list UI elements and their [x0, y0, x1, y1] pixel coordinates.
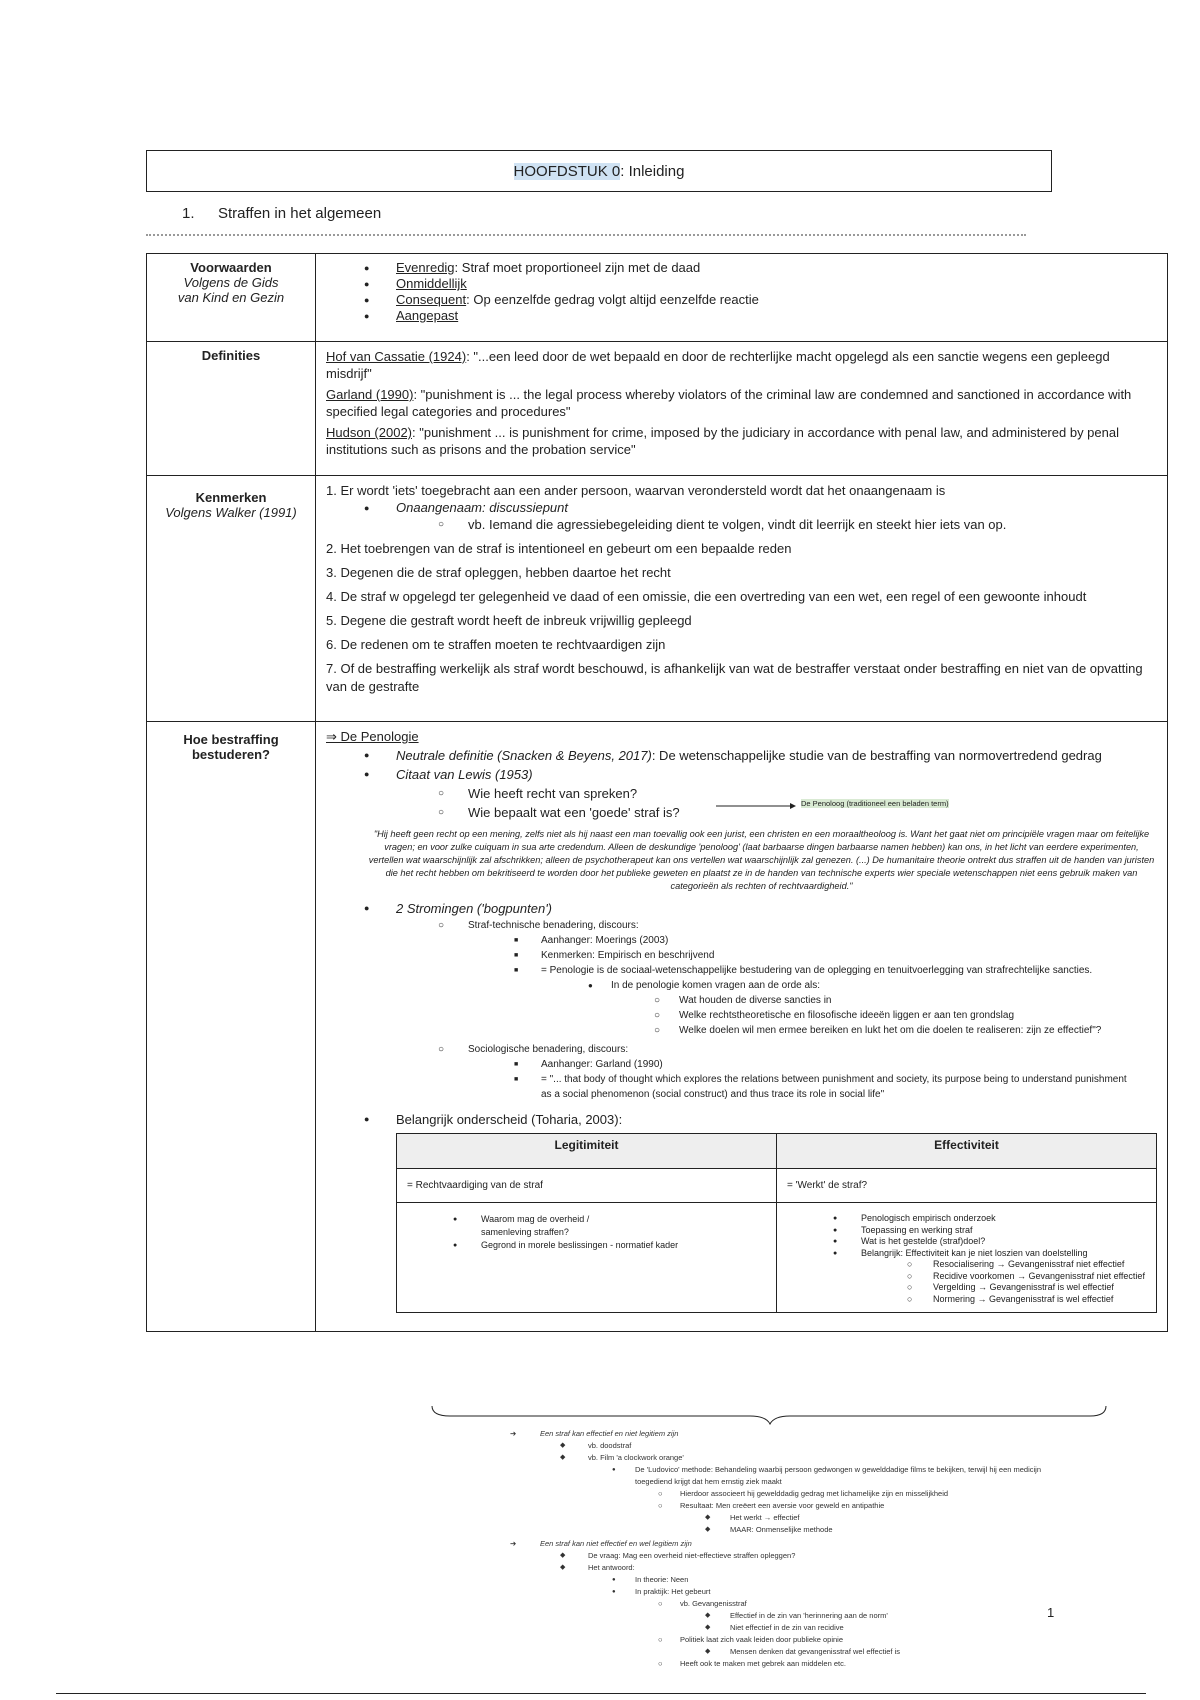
label-voorwaarden: Voorwaarden Volgens de Gids van Kind en Gezin [147, 254, 316, 342]
page-number: 1 [1047, 1605, 1055, 1620]
legitimiteit-items: ● Waarom mag de overheid / samenleving straffen? ● Gegrond in morele beslissingen - normatief kader [397, 1203, 777, 1313]
label-definities: Definities [147, 342, 316, 476]
definition: Garland (1990): "punishment is ... the legal process whereby violators of the criminal law are condemned and sanctioned in accordance with specified legal categories and procedures" [326, 387, 1132, 419]
stroming-2: ○ Sociologische benadering, discours: [438, 1044, 629, 1055]
lewis-question: ○ Wie heeft recht van spreken? [326, 784, 1157, 803]
kenmerk-1-example: ○ vb. Iemand die agressiebegeleiding dient te volgen, vindt dit leerrijk en steekt hier iets van op. [326, 516, 1157, 534]
list-item: ● Evenredig: Straf moet proportioneel zijn met de daad [326, 260, 1157, 276]
onderscheid-heading: ● Belangrijk onderscheid (Toharia, 2003): [326, 1110, 1157, 1129]
brace-icon [430, 1404, 1110, 1426]
list-item: ● Onmiddellijk [326, 276, 1157, 292]
label-kenmerken: Kenmerken Volgens Walker (1991) [147, 476, 316, 722]
stroming-1-item: ● In de penologie komen vragen aan de orde als: [588, 980, 821, 991]
stroming-1-question: ○ Welke doelen wil men ermee bereiken en lukt het om die doelen te realiseren: zijn ze effectief"? [654, 1025, 1102, 1036]
definition: Hudson (2002): "punishment ... is punishment for crime, imposed by the judiciary in accordance with penal law, and administered by penal institutions such as prisons and the probation service" [326, 425, 1119, 457]
header-effectiviteit: Effectiviteit [777, 1134, 1157, 1169]
neutral-definition: ● Neutrale definitie (Snacken & Beyens, 2017): De wetenschappelijke studie van de bestraffing van normovertredend gedrag [326, 746, 1157, 765]
kenmerk-2: 2. Het toebrengen van de straf is intentioneel en gebeurt om een bepaalde reden [326, 541, 792, 556]
list-item: ● Aangepast [326, 308, 1157, 324]
stroming-1-item: ■ Aanhanger: Moerings (2003) [514, 935, 669, 946]
kenmerk-7: 7. Of de bestraffing werkelijk als straf wordt beschouwd, is afhankelijk van wat de bestraffer verstaat onder bestraffing en niet van de opvatting van de gestrafte [326, 661, 1143, 694]
onderscheid-table-wrap [396, 1133, 1157, 1313]
kenmerk-4: 4. De straf w opgelegd ter gelegenheid ve daad of een omissie, die een overtreding van een wet, een regel of een gewoonte inhoudt [326, 589, 1087, 604]
penologie-heading: ⇒ De Penologie [326, 729, 419, 744]
onderscheid-table [396, 1133, 1157, 1313]
content-voorwaarden [316, 254, 1168, 342]
row-kenmerken [147, 476, 1168, 722]
stromingen-heading: ● 2 Stromingen ('bogpunten') [326, 899, 1157, 918]
label-bestuderen: Hoe bestraffing bestuderen? [147, 722, 316, 1332]
stroming-1-question: ○ Wat houden de diverse sancties in [654, 995, 832, 1006]
arrow-icon [716, 801, 796, 811]
list-item: ● Consequent: Op eenzelfde gedrag volgt altijd eenzelfde reactie [326, 292, 1157, 308]
stroming-1: ○ Straf-technische benadering, discours: [438, 920, 639, 931]
definition: Hof van Cassatie (1924): "...een leed door de wet bepaald en door de rechterlijke macht opgelegd als een sanctie wegens een gepleegd misdrijf" [326, 349, 1110, 381]
kenmerk-1: 1. Er wordt 'iets' toegebracht aan een ander persoon, waarvan verondersteld wordt dat het onaangenaam is [326, 483, 946, 498]
chapter-label: HOOFDSTUK 0 [513, 162, 621, 180]
kenmerk-6: 6. De redenen om te straffen moeten te rechtvaardigen zijn [326, 637, 666, 652]
effectiviteit-items: ● Penologisch empirisch onderzoek ● Toepassing en werking straf ● Wat is het gestelde (straf)doel? ● Belangrijk: Effectiviteit kan je niet loszien van doelstelling ○ Resocialisering → Gevangenisstraf niet effectief ○ Recidive voorkomen → Gevangenisstraf niet effectief ○ Vergelding → Gevangenisstraf is wel effectief ○ Normering → Gevangenisstraf is wel effectief [777, 1203, 1157, 1313]
kenmerk-3: 3. Degenen die de straf opleggen, hebben daartoe het recht [326, 565, 671, 580]
stroming-1-item: ■ = Penologie is de sociaal-wetenschappelijke bestudering van de oplegging en tenuitvoerlegging van strafrechtelijke sancties. [514, 965, 1093, 976]
section-heading [182, 205, 381, 222]
row-voorwaarden [147, 254, 1168, 342]
chapter-name: : Inleiding [620, 162, 685, 180]
stroming-2-item: ■ Aanhanger: Garland (1990) [514, 1059, 663, 1070]
section-title: Straffen in het algemeen [218, 205, 382, 222]
notes-below-table: ➔ Een straf kan effectief en niet legitiem zijn ◆ vb. doodstraf ◆ vb. Film 'a clockwork orange' ● De 'Ludovico' methode: Behandeling waarbij persoon gedwongen w gewelddadige films te bekijken, terwijl hij een medicijn toegediend krijgt dat hem ernstig ziek maakt ○ Hierdoor associeert hij gewelddadig gedrag met lichamelijke zijn en misselijkheid ○ Resultaat: Men creëert een aversie voor geweld en antipathie ◆ Het werkt → effectief ◆ MAAR: Onmenselijke methode ➔ Een straf kan niet effectief en wel legitiem zijn ◆ De vraag: Mag een overheid niet-effectieve straffen opleggen? ◆ Het antwoord: ● In theorie: Neen ● In praktijk: Het gebeurt ○ vb. Gevangenisstraf ◆ Effectief in de zin van 'herinnering aan de norm' ◆ Niet effectief in de zin van recidive ○ Politiek laat zich vaak leiden door publieke opinie ◆ Mensen denken dat gevangenisstraf wel effectief is ○ Heeft ook te maken met gebrek aan middelen etc. [510, 1429, 1042, 1668]
row-bestuderen [147, 722, 1168, 1332]
section-number: 1. [182, 205, 195, 222]
lewis-question: ○ Wie bepaalt wat een 'goede' straf is? De Penoloog (traditioneel een beladen term) [326, 803, 1157, 822]
stroming-2-item: ■ = "... that body of thought which explores the relations between punishment and society, its purpose being to understand punishment as a social phenomenon (social construct) and thus trace its role in social life" [514, 1074, 1127, 1100]
kenmerk-5: 5. Degene die gestraft wordt heeft de inbreuk vrijwillig gepleegd [326, 613, 692, 628]
sublabel-voorwaarden: Volgens de Gids van Kind en Gezin [177, 275, 285, 305]
stroming-1-item: ■ Kenmerken: Empirisch en beschrijvend [514, 950, 715, 961]
footer-line [56, 1693, 1146, 1694]
chapter-title [146, 150, 1052, 192]
lewis-quote-heading: ● Citaat van Lewis (1953) [326, 765, 1157, 784]
legitimiteit-def: = Rechtvaardiging van de straf [397, 1169, 777, 1203]
row-definities [147, 342, 1168, 476]
dotted-divider [146, 234, 1026, 236]
sublabel-kenmerken: Volgens Walker (1991) [165, 505, 297, 520]
stroming-1-question: ○ Welke rechtstheoretische en filosofische ideeën liggen er aan ten grondslag [654, 1010, 1015, 1021]
lewis-quote: "Hij heeft geen recht op een mening, zelfs niet als hij naast een man toevallig ook een jurist, een christen en een moraaltheoloog is. Want het gaat niet om principiële vragen maar om feitelijke vragen; en voor zulke cuiquam in sua arte credendum. Alleen de deskundige 'penoloog' (laat barbaarse dingen barbaarse namen hebben) kan ons, in het licht van eerdere experimenten, vertellen wat waarschijnlijk zal afschrikken; alleen de psychotherapeut kan ons vertellen wat waarschijnlijk zal genezen. (...) De humanitaire theorie ontrekt dus straffen uit de handen van juristen die het recht hebben om bekritiseerd te worden door het publieke geweten en plaatst ze in de handen van technische experts wier speciale wetenschappen niet eens gebruik maken van categorieën als rechten of rechtvaardigheid." [368, 829, 1155, 891]
content-kenmerken [316, 476, 1168, 722]
summary-table [146, 253, 1168, 1332]
content-bestuderen [316, 722, 1168, 1332]
header-legitimiteit: Legitimiteit [397, 1134, 777, 1169]
effectiviteit-def: = 'Werkt' de straf? [777, 1169, 1157, 1203]
content-definities [316, 342, 1168, 476]
kenmerk-1-sub: ● Onaangenaam: discussiepunt [326, 500, 1157, 516]
arrow-note: De Penoloog (traditioneel een beladen term) [801, 799, 949, 808]
